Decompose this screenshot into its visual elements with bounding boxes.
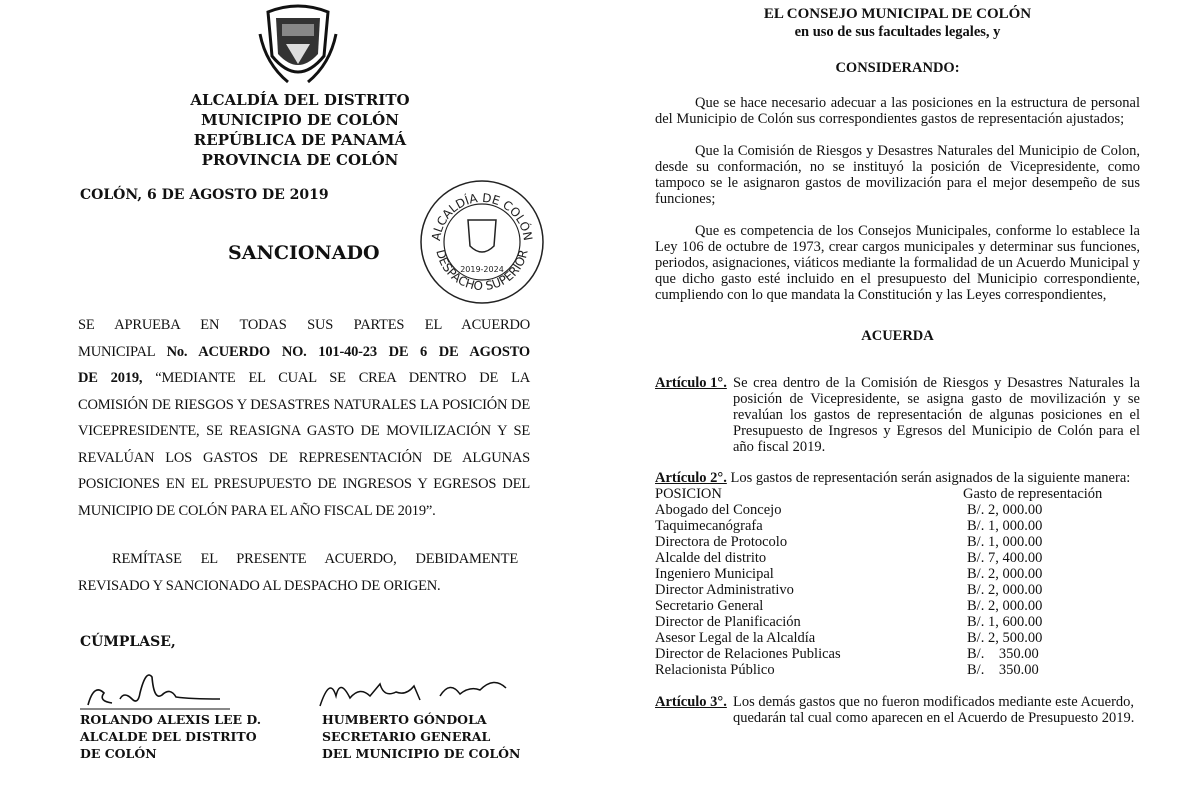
whereas-paragraph: Que es competencia de los Consejos Municipales, conforme lo establece la Ley 106 de octubre de 1973, crear cargos municipales y determinar sus funciones, periodos, asignaciones, viáticos mediante la formalidad de un Acuerdo Municipal y que dicho gasto esté incluido en el presupuesto del Municipio correspondiente, cumpliendo con lo que mandata la Constitución y las Leyes correspondientes,: [655, 223, 1140, 303]
mayor-signatory: ROLANDO ALEXIS LEE D. ALCALDE DEL DISTRITO DE COLÓN: [80, 712, 262, 761]
expense-amount: B/. 1, 600.00: [967, 614, 1043, 630]
stamp-bottom-text: DESPACHO SUPERIOR: [433, 248, 531, 294]
representation-expenses-table: [655, 486, 1115, 678]
secretary-signatory: HUMBERTO GÓNDOLA SECRETARIO GENERAL DEL MUNICIPIO DE COLÓN: [322, 712, 521, 761]
expense-amount: B/. 2, 000.00: [967, 598, 1043, 614]
expense-amount: B/. 7, 400.00: [967, 550, 1043, 566]
article-3: Artículo 3°. Los demás gastos que no fueron modificados mediante este Acuerdo, quedarán tal cual como aparecen en el Acuerdo de Presupuesto 2019.: [655, 694, 1135, 726]
table-header: POSICION Gasto de representación: [655, 486, 1103, 502]
cumplase-label: CÚMPLASE,: [80, 634, 176, 650]
remit-paragraph: [78, 546, 518, 599]
approval-line: DE 2019, “MEDIANTE EL CUAL SE CREA DENTRO DE LA: [78, 370, 530, 386]
expense-amount: B/. 1, 000.00: [967, 534, 1043, 550]
approval-paragraph: [78, 312, 530, 524]
expense-amount: B/. 2, 500.00: [967, 630, 1043, 646]
council-agreement: [655, 6, 1140, 726]
council-title: EL CONSEJO MUNICIPAL DE COLÓN: [763, 6, 1032, 22]
approval-line: POSICIONES EN EL PRESUPUESTO DE INGRESOS Y EGRESOS DEL: [78, 476, 530, 492]
expense-amount: B/. 350.00: [967, 646, 1039, 662]
official-stamp: [418, 178, 546, 306]
approval-line: SE APRUEBA EN TODAS SUS PARTES EL ACUERDO: [78, 317, 530, 333]
document-date: COLÓN, 6 DE AGOSTO DE 2019: [80, 187, 329, 203]
header-line: REPÚBLICA DE PANAMÁ: [193, 131, 407, 149]
position-name: Asesor Legal de la Alcaldía: [655, 630, 816, 646]
table-row: [655, 646, 1115, 662]
position-name: Director de Planificación: [655, 614, 801, 630]
approval-line: MUNICIPIO DE COLÓN PARA EL AÑO FISCAL DE 2019”.: [78, 502, 436, 519]
position-name: Secretario General: [655, 598, 764, 614]
position-name: Directora de Protocolo: [655, 534, 788, 550]
stamp-top-text: ALCALDÍA DE COLÓN: [429, 190, 535, 242]
approval-line: VICEPRESIDENTE, SE REASIGNA GASTO DE MOVILIZACIÓN Y SE: [78, 423, 530, 439]
approval-line: MUNICIPAL No. ACUERDO NO. 101-40-23 DE 6 DE AGOSTO: [78, 343, 530, 360]
table-row: [655, 502, 1115, 518]
approval-line: COMISIÓN DE RIESGOS Y DESASTRES NATURALES LA POSICIÓN DE: [78, 396, 530, 413]
position-name: Taquimecanógrafa: [655, 518, 763, 534]
considerando-heading: CONSIDERANDO:: [835, 60, 960, 76]
position-name: Director Administrativo: [655, 582, 794, 598]
article-2: Artículo 2°. Los gastos de representación serán asignados de la siguiente manera:: [655, 470, 1131, 486]
header-line: ALCALDÍA DEL DISTRITO: [190, 91, 410, 109]
stamp-years: 2019-2024: [460, 265, 504, 274]
table-row: [655, 662, 1115, 678]
approval-line: REVALÚAN LOS GASTOS DE REPRESENTACIÓN DE ALGUNAS: [78, 449, 530, 466]
article-1: Artículo 1°. Se crea dentro de la Comisión de Riesgos y Desastres Naturales la posición de Vicepresidente, se asigna gasto de movilización y se revalúan los gastos de representación de algunas posiciones en el Presupuesto de Ingresos y Egresos del Municipio de Colón para el año fiscal 2019.: [655, 375, 1140, 455]
expense-amount: B/. 2, 000.00: [967, 566, 1043, 582]
table-row: [655, 550, 1115, 566]
header-line: MUNICIPIO DE COLÓN: [201, 111, 399, 129]
expense-amount: B/. 2, 000.00: [967, 582, 1043, 598]
whereas-paragraph: Que la Comisión de Riesgos y Desastres Naturales del Municipio de Colon, desde su conformación, no se instituyó la posición de Vicepresidente, como tampoco se le asignaron gastos de movilización para el mejor desempeño de sus funciones;: [655, 143, 1140, 207]
table-row: [655, 582, 1115, 598]
position-name: Relacionista Público: [655, 662, 775, 678]
whereas-paragraph: Que se hace necesario adecuar a las posiciones en la estructura de personal del Municipio de Colón sus correspondientes gastos de representación ajustados;: [655, 95, 1140, 127]
table-row: [655, 614, 1115, 630]
position-name: Alcalde del distrito: [655, 550, 767, 566]
expense-amount: B/. 1, 000.00: [967, 518, 1043, 534]
table-row: [655, 598, 1115, 614]
acuerda-heading: ACUERDA: [861, 328, 934, 344]
issuer-header: [150, 90, 450, 170]
header-line: PROVINCIA DE COLÓN: [201, 151, 399, 169]
remit-line: REVISADO Y SANCIONADO AL DESPACHO DE ORIGEN.: [78, 577, 441, 594]
expense-amount: B/. 2, 000.00: [967, 502, 1043, 518]
expense-amount: B/. 350.00: [967, 662, 1039, 678]
table-row: [655, 566, 1115, 582]
table-row: [655, 518, 1115, 534]
table-row: [655, 630, 1115, 646]
position-name: Ingeniero Municipal: [655, 566, 774, 582]
table-row: [655, 534, 1115, 550]
remit-line: REMÍTASE EL PRESENTE ACUERDO, DEBIDAMENTE: [112, 551, 518, 567]
position-name: Abogado del Concejo: [655, 502, 782, 518]
coat-of-arms: [258, 4, 338, 88]
position-name: Director de Relaciones Publicas: [655, 646, 841, 662]
sanctioned-heading: SANCIONADO: [228, 242, 380, 264]
council-subtitle: en uso de sus facultades legales, y: [794, 24, 1001, 40]
